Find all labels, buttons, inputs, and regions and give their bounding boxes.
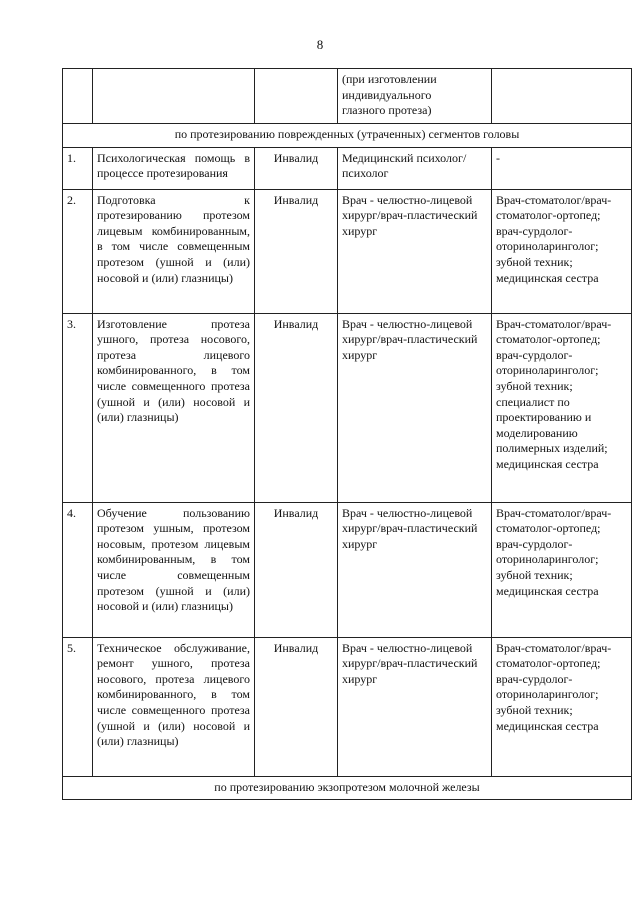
cell-performer (338, 69, 492, 124)
cell-assistant: Врач-стоматолог/врач-стоматолог-ортопед; врач-сурдолог-оториноларинголог; зубной техник; медицинская сестра (492, 502, 632, 637)
services-table (62, 68, 632, 800)
performer-line-1: (при изготовлении (342, 72, 437, 86)
table-row (63, 637, 632, 776)
cell-service: Техническое обслуживание, ремонт ушного, протеза носового, протеза лицевого комбинированного, в том числе совмещенного протеза (ушной и (или) носовой и (или) глазницы) (93, 637, 255, 776)
cell-assistant: Врач-стоматолог/врач-стоматолог-ортопед; врач-сурдолог-оториноларинголог; зубной техник; медицинская сестра (492, 637, 632, 776)
cell-recipient (255, 69, 338, 124)
cell-recipient: Инвалид (255, 637, 338, 776)
page-number: 8 (316, 37, 324, 52)
cell-performer: Врач - челюстно-лицевой хирург/врач-пластический хирург (338, 313, 492, 502)
cell-recipient: Инвалид (255, 189, 338, 313)
cell-performer: Врач - челюстно-лицевой хирург/врач-пластический хирург (338, 637, 492, 776)
section-heading: по протезированию поврежденных (утраченных) сегментов головы (63, 124, 632, 148)
cell-num: 5. (63, 637, 93, 776)
cell-recipient: Инвалид (255, 313, 338, 502)
cell-service: Психологическая помощь в процессе протезирования (93, 147, 255, 189)
cell-recipient: Инвалид (255, 502, 338, 637)
cell-num: 2. (63, 189, 93, 313)
cell-assistant (492, 69, 632, 124)
cell-performer: Медицинский психолог/психолог (338, 147, 492, 189)
cell-recipient: Инвалид (255, 147, 338, 189)
cell-performer: Врач - челюстно-лицевой хирург/врач-пластический хирург (338, 189, 492, 313)
cell-num: 1. (63, 147, 93, 189)
table-row (63, 502, 632, 637)
cell-num: 4. (63, 502, 93, 637)
cell-assistant: - (492, 147, 632, 189)
cell-assistant: Врач-стоматолог/врач-стоматолог-ортопед; врач-сурдолог-оториноларинголог; зубной техник; специалист по проектированию и моделированию полимерных изделий; медицинская сестра (492, 313, 632, 502)
table-row (63, 313, 632, 502)
cell-service: Подготовка к протезированию протезом лицевым комбинированным, в том числе совмещенным протезом (ушной и (или) носовой и (или) глазницы) (93, 189, 255, 313)
performer-line-3: глазного протеза) (342, 103, 432, 118)
cell-num: 3. (63, 313, 93, 502)
section-row (63, 776, 632, 800)
cell-assistant: Врач-стоматолог/врач-стоматолог-ортопед; врач-сурдолог-оториноларинголог; зубной техник; медицинская сестра (492, 189, 632, 313)
cell-service: Обучение пользованию протезом ушным, протезом носовым, протезом лицевым комбинированным, в том числе совмещенным протезом (ушной и (или) носовой и (или) глазницы) (93, 502, 255, 637)
section-row (63, 124, 632, 148)
cell-num (63, 69, 93, 124)
cell-service (93, 69, 255, 124)
table-row (63, 189, 632, 313)
table-row (63, 147, 632, 189)
cell-service: Изготовление протеза ушного, протеза носового, протеза лицевого комбинированного, в том числе совмещенного протеза (ушной и (или) носовой и (или) глазницы) (93, 313, 255, 502)
cell-performer: Врач - челюстно-лицевой хирург/врач-пластический хирург (338, 502, 492, 637)
section-heading-2: по протезированию экзопротезом молочной железы (63, 776, 632, 800)
table-row-continued (63, 69, 632, 124)
performer-line-2: индивидуального (342, 87, 432, 102)
